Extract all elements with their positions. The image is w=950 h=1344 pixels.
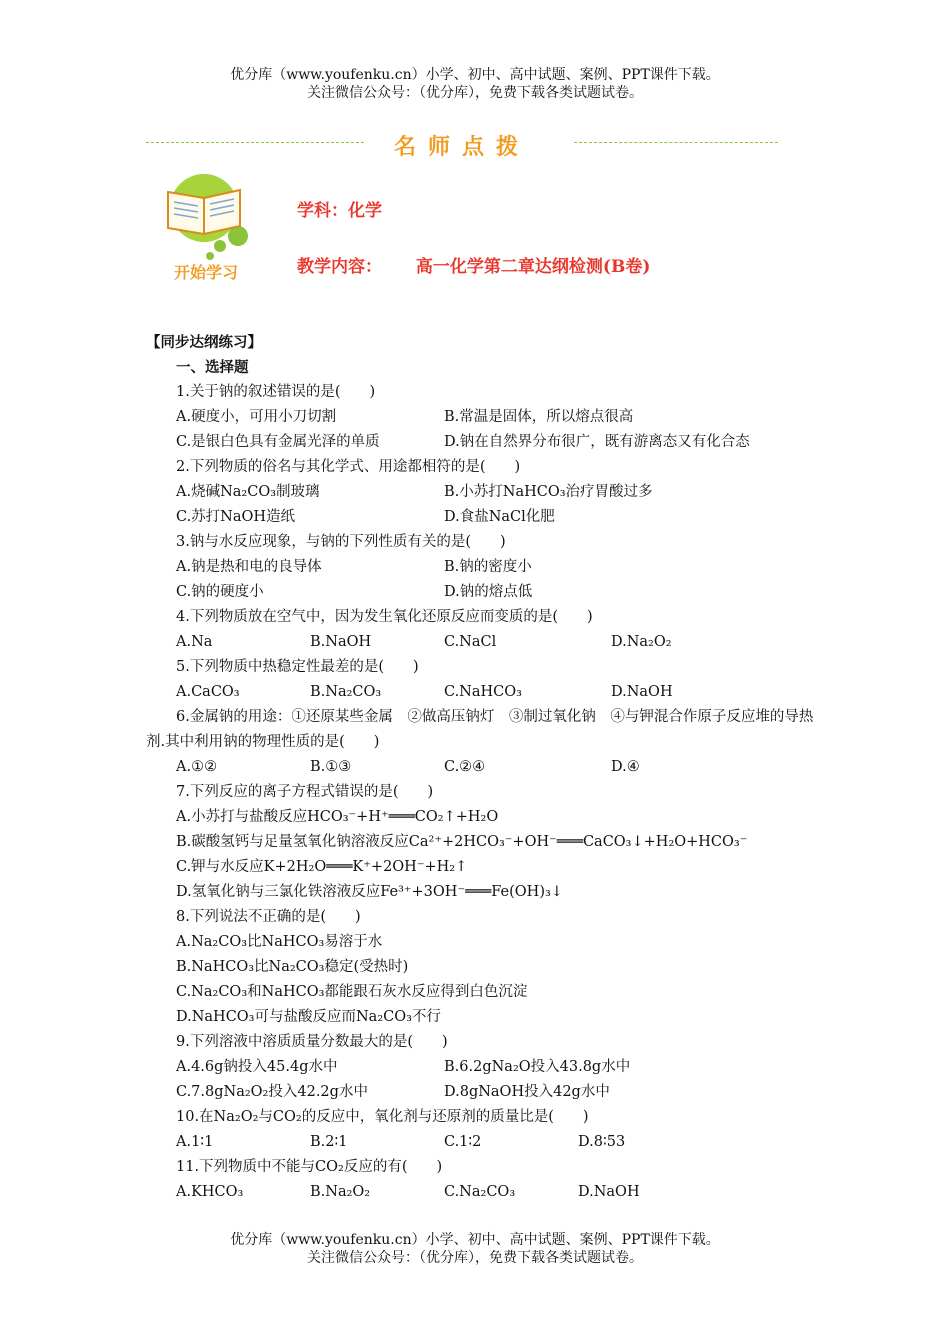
option-c: C.是银白色具有金属光泽的单质 [176,434,380,450]
option-d: D.Na₂O₂ [611,634,672,650]
option-c: C.Na₂CO₃和NaHCO₃都能跟石灰水反应得到白色沉淀 [176,984,528,1000]
option-d: D.钠在自然界分布很广，既有游离态又有化合态 [444,434,750,450]
option-b: B.NaOH [310,634,372,650]
footer-line-2: 关注微信公众号：（优分库），免费下载各类试题试卷。 [307,1250,643,1266]
option-c: C.苏打NaOH造纸 [176,509,296,525]
option-c: C.1∶2 [444,1134,482,1150]
options-row [146,580,816,605]
question-7: 7.下列反应的离子方程式错误的是( ) [176,784,434,800]
option-c: C.7.8gNa₂O₂投入42.2g水中 [176,1084,368,1100]
banner-title: 名师点拨 [393,134,530,160]
option-c: C.Na₂CO₃ [444,1184,516,1200]
options-row [146,1130,816,1155]
question-1: 1.关于钠的叙述错误的是( ) [176,384,376,400]
option-b: B.Na₂O₂ [310,1184,371,1200]
options-row [146,1180,816,1205]
option-a: A.Na [176,634,213,650]
section-heading: 【同步达纲练习】 [146,334,262,351]
option-d: D.钠的熔点低 [444,584,533,600]
question-5: 5.下列物质中热稳定性最差的是( ) [176,659,419,675]
options-row [146,680,816,705]
option-d: D.NaHCO₃可与盐酸反应而Na₂CO₃不行 [176,1009,441,1025]
question-11: 11.下列物质中不能与CO₂反应的有( ) [176,1159,443,1175]
options-row [146,1080,816,1105]
question-2: 2.下列物质的俗名与其化学式、用途都相符的是( ) [176,459,521,475]
option-a: A.①② [176,759,218,775]
option-a: A.烧碱Na₂CO₃制玻璃 [176,484,320,500]
option-c: C.NaHCO₃ [444,684,522,700]
options-row [146,1055,816,1080]
title-banner [146,130,778,160]
question-10: 10.在Na₂O₂与CO₂的反应中，氧化剂与还原剂的质量比是( ) [176,1109,589,1125]
option-a: A.钠是热和电的良导体 [176,559,322,575]
options-row [146,430,816,455]
content-label: 教学内容： [297,257,382,277]
option-a: A.KHCO₃ [176,1184,244,1200]
option-a: A.1∶1 [176,1134,214,1150]
page-footer [0,1231,950,1267]
option-c: C.钠的硬度小 [176,584,264,600]
option-c: C.钾与水反应K+2H₂O═══K⁺+2OH⁻+H₂↑ [176,859,468,875]
option-d: D.8gNaOH投入42g水中 [444,1084,610,1100]
options-row [146,755,816,780]
part-heading: 一、选择题 [176,359,249,376]
option-b: B.NaHCO₃比Na₂CO₃稳定(受热时) [176,959,409,975]
start-learning-logo [160,172,270,287]
question-6: 6.金属钠的用途：①还原某些金属 ②做高压钠灯 ③制过氧化钠 ④与钾混合作原子反应堆的导热剂.其中利用钠的物理性质的是( ) [146,709,814,750]
question-3: 3.钠与水反应现象，与钠的下列性质有关的是( ) [176,534,506,550]
options-row [146,480,816,505]
option-d: D.8∶53 [578,1134,626,1150]
option-c: C.NaCl [444,634,497,650]
option-a: A.硬度小，可用小刀切割 [176,409,337,425]
options-row [146,555,816,580]
option-a: A.小苏打与盐酸反应HCO₃⁻+H⁺═══CO₂↑+H₂O [176,809,499,825]
option-a: A.4.6g钠投入45.4g水中 [176,1059,338,1075]
options-row [146,405,816,430]
question-list [146,330,816,1205]
option-b: B.Na₂CO₃ [310,684,382,700]
header-line-1: 优分库（www.youfenku.cn）小学、初中、高中试题、案例、PPT课件下载。 [230,67,720,83]
option-a: A.CaCO₃ [176,684,240,700]
option-b: B.钠的密度小 [444,559,532,575]
option-d: D.④ [611,759,640,775]
options-row [146,630,816,655]
option-d: D.氢氧化钠与三氯化铁溶液反应Fe³⁺+3OH⁻═══Fe(OH)₃↓ [176,884,563,900]
option-c: C.②④ [444,759,486,775]
option-d: D.食盐NaCl化肥 [444,509,555,525]
question-9: 9.下列溶液中溶质质量分数最大的是( ) [176,1034,448,1050]
content-line [297,252,650,277]
header-line-2: 关注微信公众号：（优分库），免费下载各类试题试卷。 [307,85,643,101]
options-row [146,505,816,530]
option-d: D.NaOH [611,684,673,700]
subject-line: 学科：化学 [297,201,382,221]
content-value: 高一化学第二章达纲检测(B卷) [415,257,651,277]
option-b: B.碳酸氢钙与足量氢氧化钠溶液反应Ca²⁺+2HCO₃⁻+OH⁻═══CaCO₃↓+H₂O+HCO₃⁻ [176,834,748,850]
option-b: B.2∶1 [310,1134,348,1150]
page-header [0,66,950,102]
option-d: D.NaOH [578,1184,640,1200]
option-a: A.Na₂CO₃比NaHCO₃易溶于水 [176,934,383,950]
option-b: B.常温是固体，所以熔点很高 [444,409,634,425]
question-4: 4.下列物质放在空气中，因为发生氧化还原反应而变质的是( ) [176,609,593,625]
option-b: B.小苏打NaHCO₃治疗胃酸过多 [444,484,653,500]
logo-label: 开始学习 [174,263,239,282]
footer-line-1: 优分库（www.youfenku.cn）小学、初中、高中试题、案例、PPT课件下载。 [230,1232,720,1248]
option-b: B.①③ [310,759,352,775]
option-b: B.6.2gNa₂O投入43.8g水中 [444,1059,631,1075]
question-8: 8.下列说法不正确的是( ) [176,909,361,925]
